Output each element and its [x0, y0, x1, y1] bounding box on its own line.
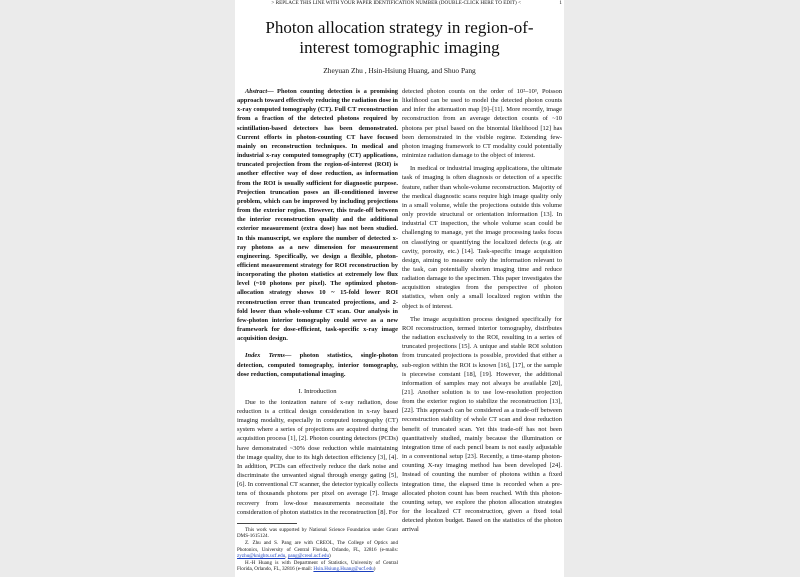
section-heading: I. Introduction: [298, 387, 337, 395]
footnote-affiliation-1: Z. Zhu and S. Pang are with CREOL, The College of Optics and Photonics, University of Central Florida, Orlando, FL, 32816 (e-mails: zyzhu@knights.ucf.edu, pang@creol.ucf.edu): [237, 540, 398, 560]
left-column: [237, 87, 398, 573]
index-terms: [237, 351, 398, 378]
right-column: [402, 87, 562, 573]
index-terms-text: — photon statistics, single-photon detection, computed tomography, interior tomography, dose reduction, computational imaging.: [237, 352, 398, 378]
paper-title: Photon allocation strategy in region-of-interest tomographic imaging: [265, 18, 534, 57]
paragraph: The image acquisition process designed specifically for ROI reconstruction, termed interior tomography, distributes the radiation exclusively to the ROI, resulting in a series of truncated projections [15]. A unique and stable ROI solution from truncated projections is possible, provided that either a sub-region within the ROI is known [16], [17], or the sample is piecewise constant [18], [19]. However, the additional information of samples may not always be available [20], [21]. Another solution is to use low-resolution projection from the exterior region to stabilize the reconstruction [13], [22]. This approach can be considered as a trade-off between reconstruction stability of whole CT scan and dose reduction benefit of truncated scan. Yet this trade-off has not been quantitatively studied, mainly because the illumination or integration time of each pencil beam is not easily adjustable in a conventional setup [23]. Recently, a time-stamp photon-counting X-ray imaging method has been developed [24]. Instead of counting the number of photons within a fixed integration time, the elapsed time is recorded when a pre-allocated photon count has been reached. With this photon-counting setup, we explore the photon allocation strategies for the localized CT reconstruction, given a fixed total detected photon budget. Based on the statistics of the photon arrival: [402, 315, 562, 534]
email-link[interactable]: pang@creol.ucf.edu: [287, 553, 329, 560]
abstract-text: — Photon counting detection is a promising approach toward effectively reducing the radiation dose in x-ray computed tomography (CT). Full CT reconstruction from a fraction of the detected photons required by scintillation-based detectors has been demonstrated. Current efforts in photon-counting CT have focused mainly on reconstruction techniques. In medical and industrial x-ray computed tomography (CT) applications, truncated projection from the region-of-interest (ROI) is another effective way of dose reduction, as information from the ROI is usually sufficient for diagnostic purpose. Projection truncation poses an ill-conditioned inverse problem, which can be improved by including projections from the exterior region. However, this trade-off between the interior reconstruction quality and the additional exterior measurement (extra dose) has not been studied. In this manuscript, we explore the number of detected x-ray photons as a new dimension for measurement engineering. Specifically, we design a flexible, photon-efficient measurement strategy for ROI reconstruction by incorporating the photon statistics at extremely low flux level (~10 photons per pixel). The optimized photon-allocation strategy shows 10 ~ 15-fold lower ROI reconstruction error than truncated projections, and 2-fold lower than whole-volume CT scan. Our analysis in few-photon interior tomography could serve as a new framework for dose-efficient, task-specific x-ray image acquisition design.: [237, 88, 398, 343]
paper-id-header[interactable]: > REPLACE THIS LINE WITH YOUR PAPER IDENTIFICATION NUMBER (DOUBLE-CLICK HERE TO EDIT) <: [271, 0, 521, 6]
footnote-divider: [237, 523, 297, 524]
abstract-label: Abstract: [245, 88, 268, 95]
abstract: [237, 87, 398, 343]
email-link[interactable]: zyzhu@knights.ucf.edu: [237, 553, 286, 560]
body-columns: [235, 87, 564, 573]
footnote-funding: This work was supported by National Science Foundation under Grant DMS-1615124.: [237, 526, 398, 540]
index-terms-label: Index Terms: [245, 352, 285, 360]
paragraph: detected photon counts on the order of 10²–10³, Poisson likelihood can be used to model the detected photon counts and infer the attenuation map [9]–[11]. More recently, image reconstruction from an average detection counts of ~10 photons per pixel based on the binomial likelihood [12] has been demonstrated in the visible regime. Extending few-photon imaging framework to CT modality could potentially minimize radiation damage to the object of interest.: [402, 88, 562, 160]
paragraph: In medical or industrial imaging applications, the ultimate task of imaging is often diagnosis or detection of a specific feature, rather than whole-volume reconstruction. Majority of the medical diagnostic scans require high image quality only in a small volume, while the projections outside this volume only provide structural or orientation information [13]. In industrial CT inspection, the whole volume scan could be challenging to manage, yet the image processing tasks focus on classifying or quantifying the localized defects (e.g. air cavity, porosity, etc.) [14]. Task-specific image acquisition design, aiming to measure only the information relevant to the task, can potentially shorten imaging time and reduce radiation damage to the specimen. This paper investigates the acquisition strategies from the perspective of photon statistics, when only a small localized region within the object is of interest.: [402, 165, 562, 310]
authors: Zheyuan Zhu , Hsin-Hsiung Huang, and Shuo Pang: [323, 66, 476, 75]
page-number: 1: [559, 0, 562, 6]
footnote-affiliation-2: H.-H Huang is with Department of Statistics, University of Central Florida, Orlando, FL, 32816 (e-mail: Hsin.Hsiung.Huang@ucf.edu): [237, 559, 398, 573]
intro-paragraph: Due to the ionization nature of x-ray radiation, dose reduction is a critical design consideration in x-ray based imaging modality, especially in computed tomography (CT) system where a series of projections are acquired during the acquisition process [1], [2]. Photon counting detectors (PCDs) have demonstrated ~30% dose reduction while maintaining the image quality, due to its high detection efficiency [3], [4]. In addition, PCDs can effectively reduce the dark noise and discriminate the unwanted signal through energy gating [5], [6]. In conventional CT scanner, the detector typically collects tens of thousands photons per pixel on average [7]. Image recovery from low-dose measurements necessitate the consideration of photon statistics in the reconstruction [8]. For: [237, 398, 398, 516]
page-header: [235, 0, 564, 7]
introduction-left: [237, 398, 398, 517]
footnote-text: H.-H Huang is with Department of Statistics, University of Central Florida, Orlando, FL, 32816 (e-mail:: [237, 559, 398, 573]
email-link[interactable]: Hsin.Hsiung.Huang@ucf.edu: [313, 566, 374, 573]
footnotes: [237, 527, 398, 573]
footnote-text: Z. Zhu and S. Pang are with CREOL, The College of Optics and Photonics, University of Central Florida, Orlando, FL, 32816 (e-mails:: [237, 540, 398, 553]
document-page: [235, 0, 564, 577]
